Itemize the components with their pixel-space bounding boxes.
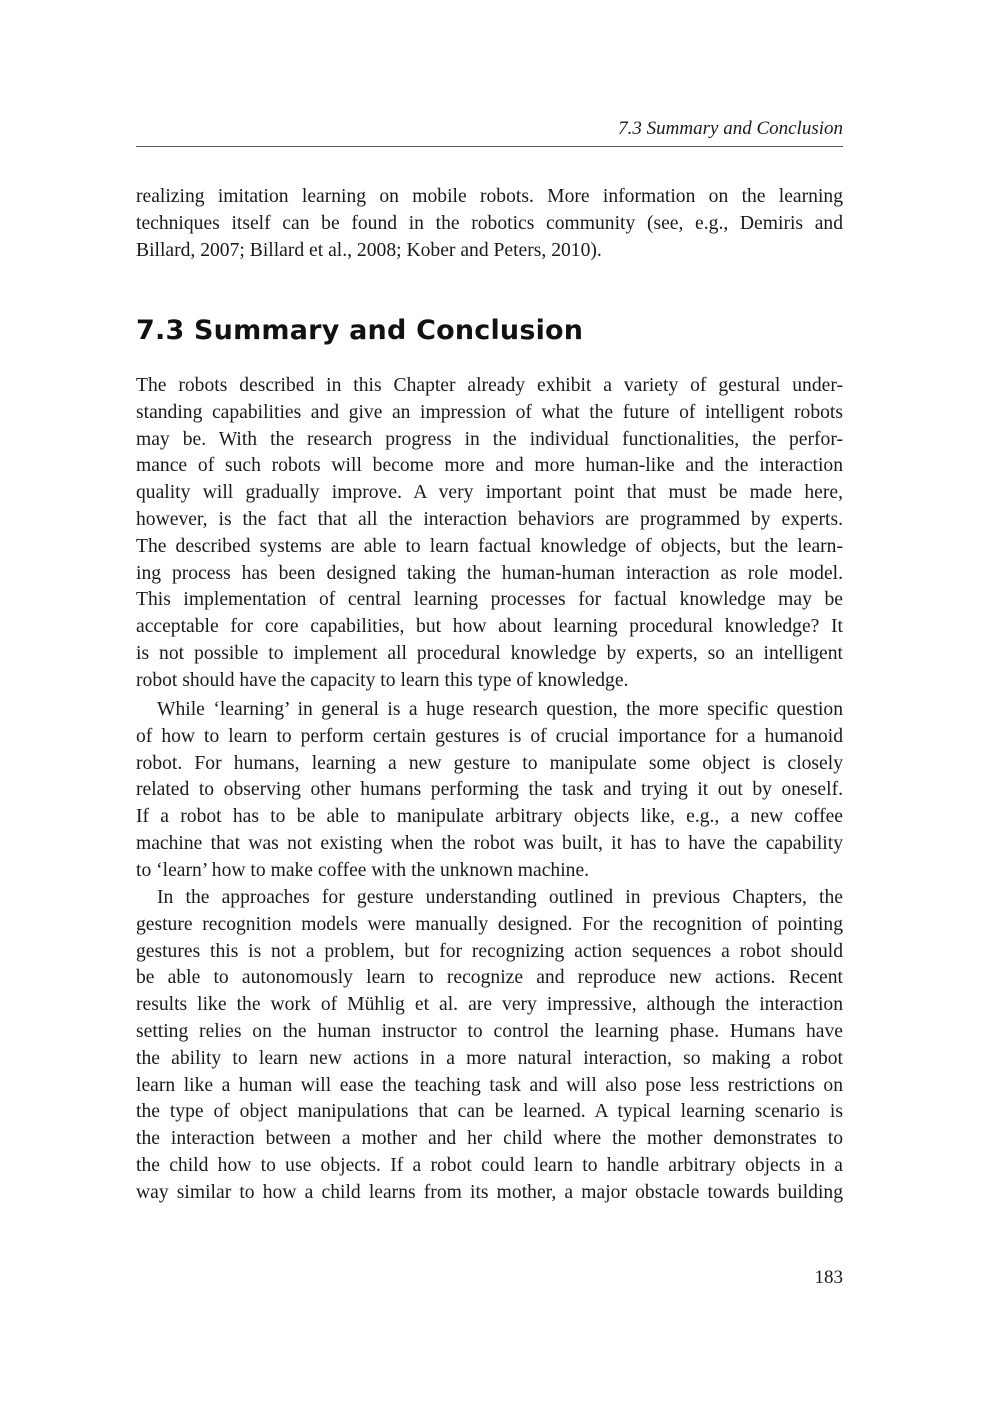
text-line: the type of object manipulations that can be learned. A typical learning scenario is bbox=[136, 1101, 843, 1123]
text-line: mance of such robots will become more and more human-like and the interaction bbox=[136, 455, 843, 477]
text-line: is not possible to implement all procedural knowledge by experts, so an intelligent bbox=[136, 642, 843, 664]
text-line: however, is the fact that all the interaction behaviors are programmed by experts. bbox=[136, 508, 843, 530]
paragraph-2 bbox=[136, 697, 843, 885]
header-rule bbox=[136, 146, 843, 147]
text-line: learn like a human will ease the teaching task and will also pose less restrictions on bbox=[136, 1074, 843, 1096]
text-line: gestures this is not a problem, but for recognizing action sequences a robot should bbox=[136, 940, 843, 962]
paragraph-1 bbox=[136, 373, 843, 695]
text-line: ing process has been designed taking the human-human interaction as role model. bbox=[136, 562, 843, 584]
text-line: In the approaches for gesture understanding outlined in previous Chapters, the bbox=[157, 887, 843, 908]
text-line: to ‘learn’ how to make coffee with the unknown machine. bbox=[136, 859, 590, 881]
text-line: This implementation of central learning processes for factual knowledge may be bbox=[136, 589, 843, 611]
text-line: results like the work of Mühlig et al. are very impressive, although the interaction bbox=[136, 994, 843, 1016]
text-line: way similar to how a child learns from its mother, a major obstacle towards building bbox=[136, 1181, 843, 1203]
text-line: realizing imitation learning on mobile robots. More information on the learning bbox=[136, 186, 843, 207]
section-heading: 7.3 Summary and Conclusion bbox=[136, 315, 584, 346]
paragraph-text bbox=[136, 697, 843, 885]
text-line: related to observing other humans performing the task and trying it out by oneself. bbox=[136, 779, 843, 801]
text-line: standing capabilities and give an impression of what the future of intelligent robots bbox=[136, 401, 843, 423]
text-line: of how to learn to perform certain gestures is of crucial importance for a humanoid bbox=[136, 725, 843, 747]
text-line: techniques itself can be found in the robotics community (see, e.g., Demiris and bbox=[136, 212, 843, 234]
text-line: The robots described in this Chapter already exhibit a variety of gestural under- bbox=[136, 375, 843, 396]
intro-paragraph bbox=[136, 184, 843, 264]
text-line: the ability to learn new actions in a more natural interaction, so making a robot bbox=[136, 1047, 843, 1069]
text-line: gesture recognition models were manually designed. For the recognition of pointing bbox=[136, 913, 843, 935]
text-line: If a robot has to be able to manipulate arbitrary objects like, e.g., a new coffee bbox=[136, 806, 843, 828]
running-head: 7.3 Summary and Conclusion bbox=[618, 118, 843, 139]
page-number: 183 bbox=[814, 1267, 843, 1288]
text-line: may be. With the research progress in the individual functionalities, the perfor- bbox=[136, 428, 843, 450]
text-line: The described systems are able to learn factual knowledge of objects, but the learn- bbox=[136, 535, 843, 557]
paragraph-text bbox=[136, 373, 843, 695]
text-line: robot. For humans, learning a new gesture to manipulate some object is closely bbox=[136, 752, 843, 774]
text-line: acceptable for core capabilities, but how about learning procedural knowledge? It bbox=[136, 616, 843, 638]
text-line: the interaction between a mother and her child where the mother demonstrates to bbox=[136, 1128, 843, 1150]
text-line: robot should have the capacity to learn this type of knowledge. bbox=[136, 669, 629, 691]
text-line: the child how to use objects. If a robot could learn to handle arbitrary objects in a bbox=[136, 1154, 843, 1176]
text-line: machine that was not existing when the robot was built, it has to have the capability bbox=[136, 832, 843, 854]
text-line: be able to autonomously learn to recognize and reproduce new actions. Recent bbox=[136, 967, 843, 989]
text-line: Billard, 2007; Billard et al., 2008; Kober and Peters, 2010). bbox=[136, 239, 602, 261]
text-line: quality will gradually improve. A very important point that must be made here, bbox=[136, 482, 843, 504]
paragraph-text bbox=[136, 885, 843, 1207]
paragraph-3 bbox=[136, 885, 843, 1207]
text-line: While ‘learning’ in general is a huge research question, the more specific question bbox=[157, 699, 843, 720]
paragraph-text bbox=[136, 184, 843, 264]
text-line: setting relies on the human instructor to control the learning phase. Humans have bbox=[136, 1020, 843, 1042]
